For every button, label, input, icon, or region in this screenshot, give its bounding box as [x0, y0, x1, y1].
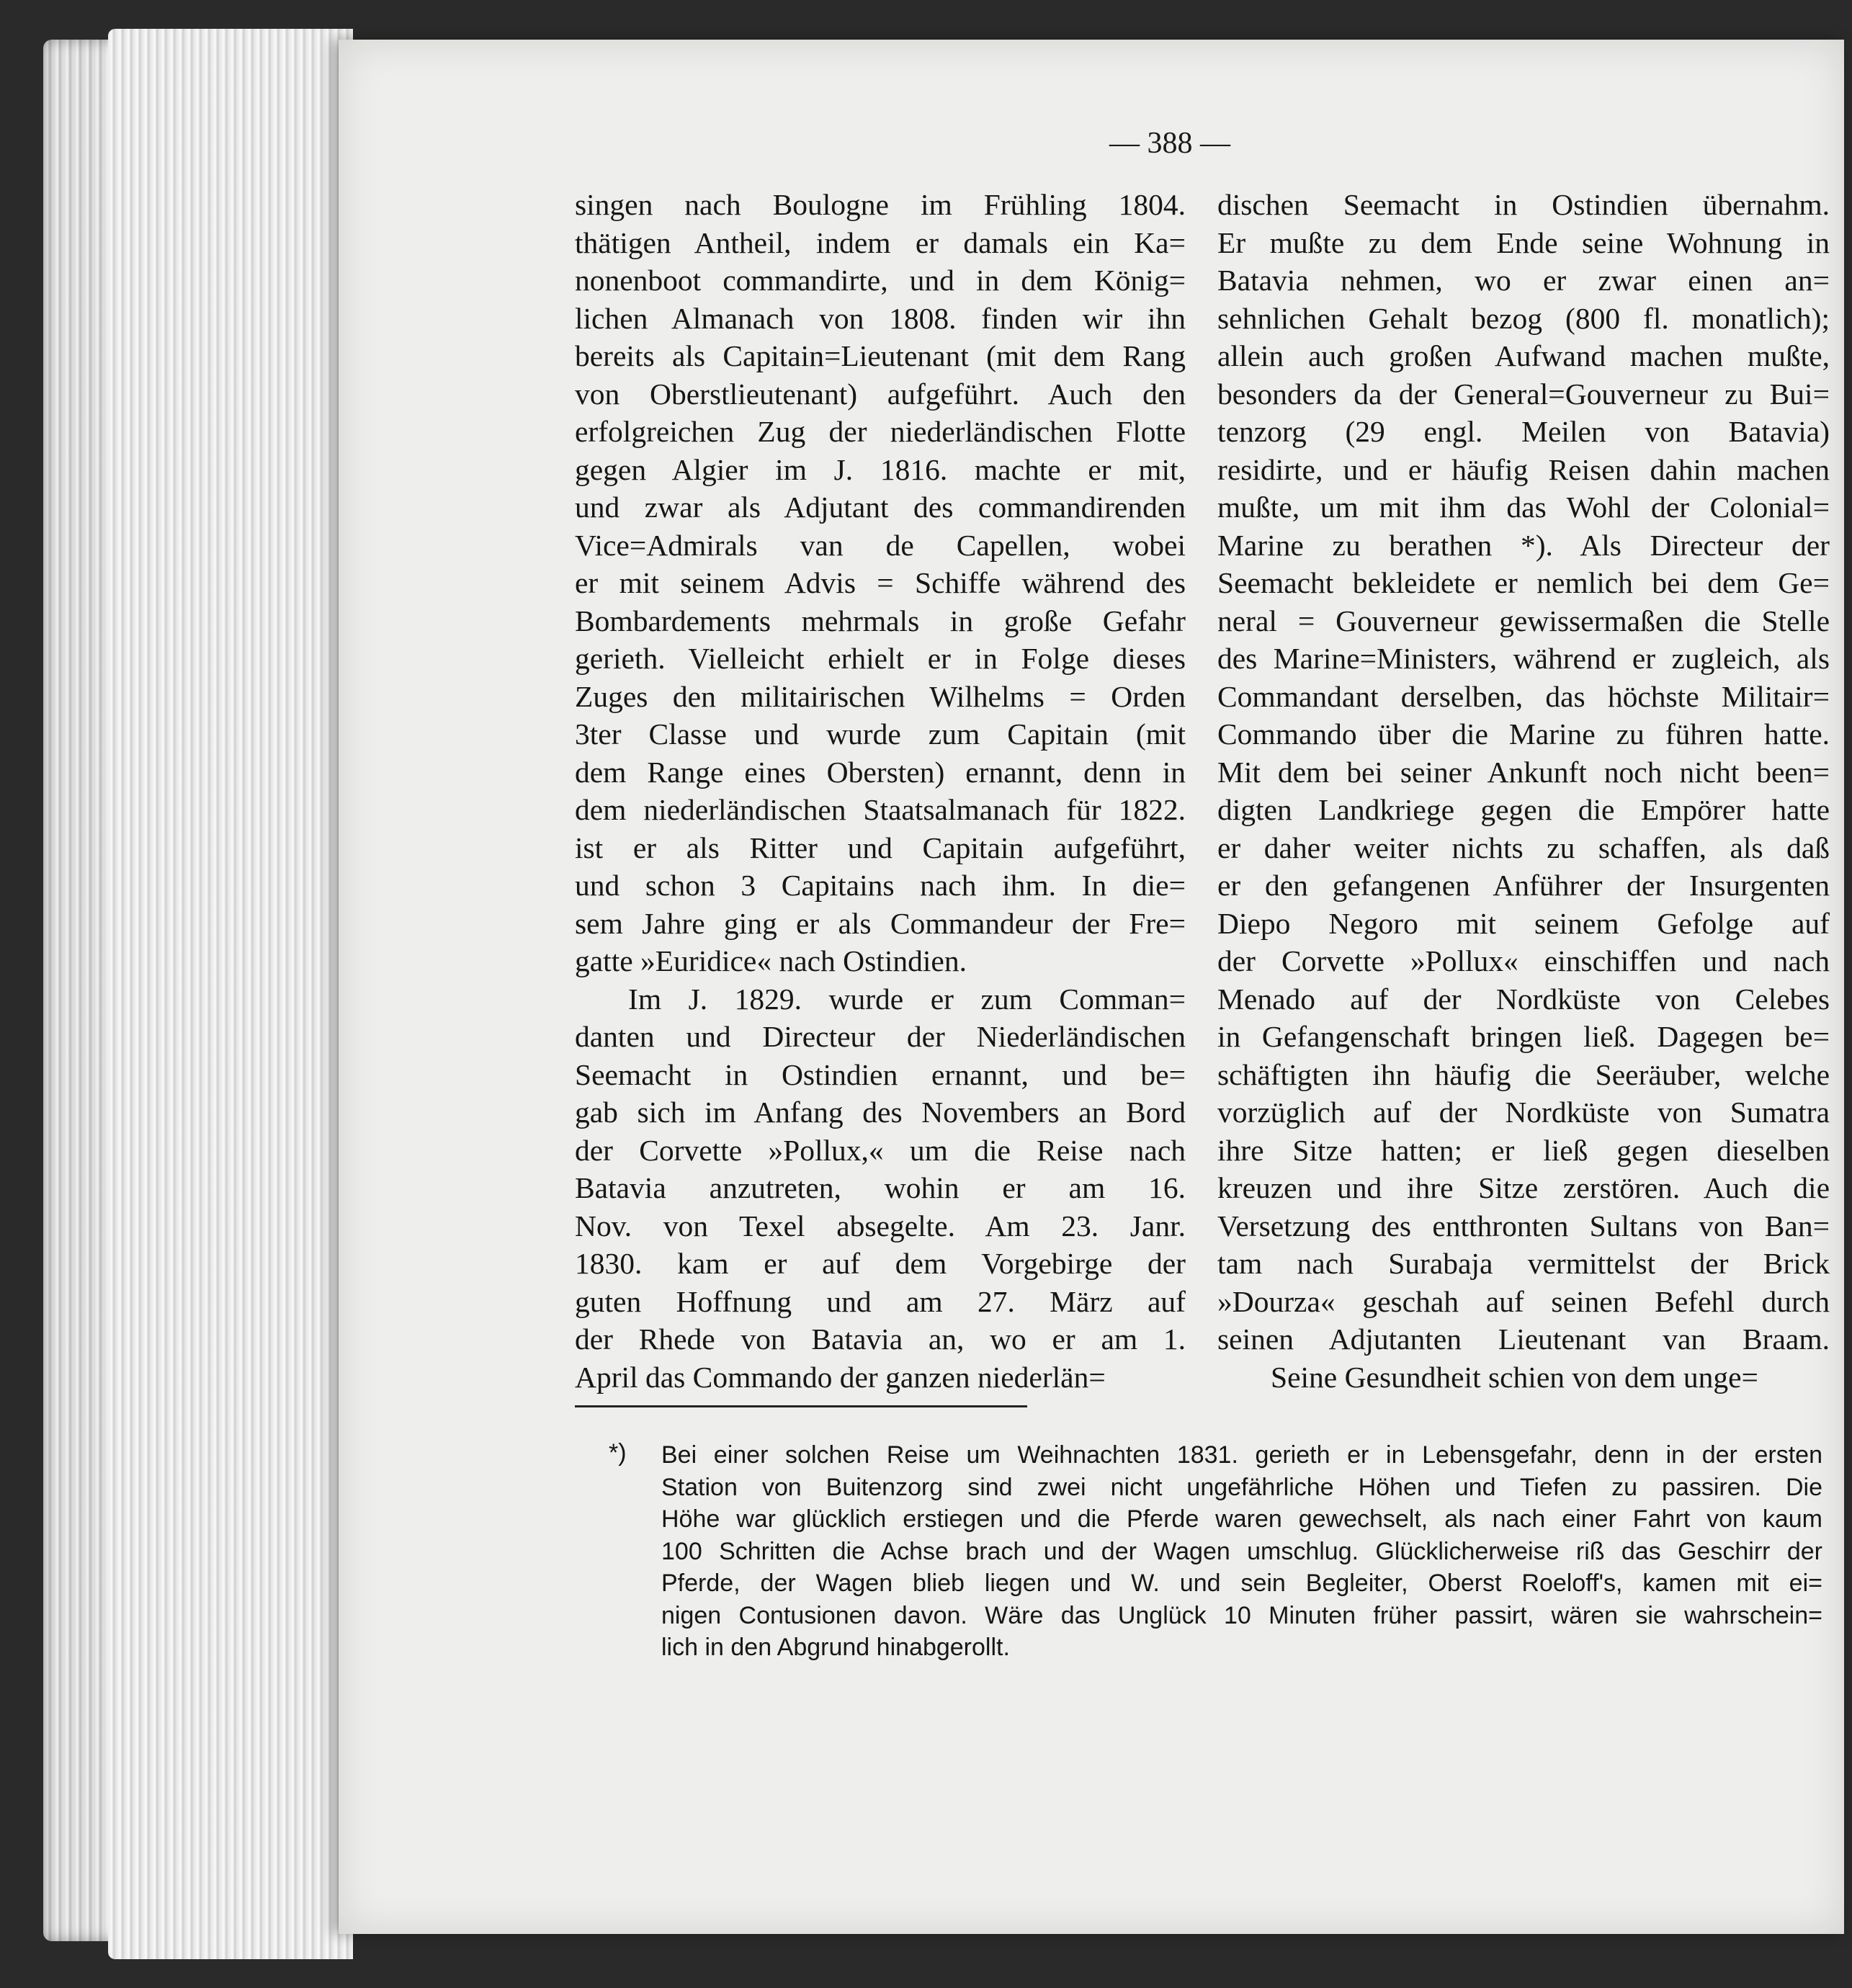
- text-line: Im J. 1829. wurde er zum Comman=: [628, 982, 1186, 1016]
- footnote-line: Bei einer solchen Reise um Weihnachten 1831. gerieth er in Lebensgefahr, denn in der ersten: [661, 1441, 1822, 1469]
- footnote-line: nigen Contusionen davon. Wäre das Unglück 10 Minuten früher passirt, wären sie wahrschein=: [661, 1601, 1822, 1629]
- footnote-line: Höhe war glücklich erstiegen und die Pferde waren gewechselt, als nach einer Fahrt von kaum: [661, 1505, 1822, 1533]
- text-line: von Oberstlieutenant) aufgeführt. Auch den: [575, 377, 1186, 411]
- text-line: dem Range eines Obersten) ernannt, denn in: [575, 755, 1186, 789]
- footnote-line: 100 Schritten die Achse brach und der Wagen umschlug. Glücklicherweise riß das Geschirr der: [661, 1537, 1822, 1565]
- text-line: sehnlichen Gehalt bezog (800 fl. monatlich);: [1217, 301, 1830, 335]
- footnote-line: lich in den Abgrund hinabgerollt.: [661, 1634, 1010, 1661]
- text-line: nonenboot commandirte, und in dem König=: [575, 264, 1186, 297]
- text-line: Zuges den militairischen Wilhelms = Orden: [575, 679, 1186, 713]
- left-text-column: [575, 186, 1186, 1396]
- text-line: vorzüglich auf der Nordküste von Sumatra: [1217, 1096, 1830, 1129]
- text-line: guten Hoffnung und am 27. März auf: [575, 1284, 1186, 1318]
- text-line: Batavia nehmen, wo er zwar einen an=: [1217, 264, 1830, 297]
- text-line: neral = Gouverneur gewissermaßen die Stelle: [1217, 604, 1830, 637]
- text-line: des Marine=Ministers, während er zugleich, als: [1217, 642, 1830, 675]
- footnote-marker: *): [609, 1439, 627, 1467]
- text-line: Bombardements mehrmals in große Gefahr: [575, 604, 1186, 637]
- text-line: gab sich im Anfang des Novembers an Bord: [575, 1096, 1186, 1129]
- text-line: allein auch großen Aufwand machen mußte,: [1217, 339, 1830, 372]
- footnote-line: Station von Buitenzorg sind zwei nicht ungefährliche Höhen und Tiefen zu passiren. Die: [661, 1473, 1822, 1501]
- text-line: Seemacht bekleidete er nemlich bei dem Ge=: [1217, 566, 1830, 599]
- text-line: seinen Adjutanten Lieutenant van Braam.: [1217, 1322, 1830, 1356]
- text-line: ist er als Ritter und Capitain aufgeführt,: [575, 830, 1186, 864]
- text-line: gerieth. Vielleicht erhielt er in Folge dieses: [575, 642, 1186, 675]
- text-line: 3ter Classe und wurde zum Capitain (mit: [575, 717, 1186, 751]
- text-line: tenzorg (29 engl. Meilen von Batavia): [1217, 415, 1830, 448]
- footnote-line: Pferde, der Wagen blieb liegen und W. und sein Begleiter, Oberst Roeloff's, kamen mit ei=: [661, 1570, 1822, 1597]
- text-line: erfolgreichen Zug der niederländischen Flotte: [575, 415, 1186, 448]
- text-line: ihre Sitze hatten; er ließ gegen dieselben: [1217, 1133, 1830, 1167]
- text-line: Menado auf der Nordküste von Celebes: [1217, 982, 1830, 1016]
- page-number: — 388 —: [1109, 127, 1230, 160]
- text-line: und zwar als Adjutant des commandirenden: [575, 491, 1186, 524]
- text-line: schäftigten ihn häufig die Seeräuber, welche: [1217, 1057, 1830, 1091]
- text-line: digten Landkriege gegen die Empörer hatte: [1217, 793, 1830, 826]
- text-line: Commandant derselben, das höchste Militair=: [1217, 679, 1830, 713]
- text-line: Seemacht in Ostindien ernannt, und be=: [575, 1057, 1186, 1091]
- text-line: er daher weiter nichts zu schaffen, als daß: [1217, 830, 1830, 864]
- text-line: gatte »Euridice« nach Ostindien.: [575, 944, 967, 977]
- text-line: Versetzung des entthronten Sultans von Ban=: [1217, 1209, 1830, 1242]
- text-line: singen nach Boulogne im Frühling 1804.: [575, 188, 1186, 221]
- text-line: tam nach Surabaja vermittelst der Brick: [1217, 1247, 1830, 1280]
- text-line: Er mußte zu dem Ende seine Wohnung in: [1217, 225, 1830, 259]
- text-line: der Rhede von Batavia an, wo er am 1.: [575, 1322, 1186, 1356]
- text-line: kreuzen und ihre Sitze zerstören. Auch die: [1217, 1171, 1830, 1204]
- text-line: dischen Seemacht in Ostindien übernahm.: [1217, 188, 1830, 221]
- text-line: besonders da der General=Gouverneur zu Bui=: [1217, 377, 1830, 411]
- text-line: der Corvette »Pollux« einschiffen und nach: [1217, 944, 1830, 977]
- text-line: Vice=Admirals van de Capellen, wobei: [575, 528, 1186, 562]
- text-line: mußte, um mit ihm das Wohl der Colonial=: [1217, 491, 1830, 524]
- text-line: Marine zu berathen *). Als Directeur der: [1217, 528, 1830, 562]
- text-line: Mit dem bei seiner Ankunft noch nicht been=: [1217, 755, 1830, 789]
- text-line: lichen Almanach von 1808. finden wir ihn: [575, 301, 1186, 335]
- footnote-separator-rule: [575, 1405, 1027, 1407]
- text-line: er den gefangenen Anführer der Insurgenten: [1217, 869, 1830, 902]
- text-line: Batavia anzutreten, wohin er am 16.: [575, 1171, 1186, 1204]
- text-line: sem Jahre ging er als Commandeur der Fre=: [575, 906, 1186, 940]
- text-line: April das Commando der ganzen niederlän=: [575, 1360, 1106, 1394]
- text-line: in Gefangenschaft bringen ließ. Dagegen be=: [1217, 1020, 1830, 1053]
- text-line: gegen Algier im J. 1816. machte er mit,: [575, 452, 1186, 486]
- text-line: Seine Gesundheit schien von dem unge=: [1271, 1360, 1758, 1394]
- text-line: »Dourza« geschah auf seinen Befehl durch: [1217, 1284, 1830, 1318]
- right-text-column: [1217, 186, 1830, 1396]
- text-line: residirte, und er häufig Reisen dahin machen: [1217, 452, 1830, 486]
- text-line: 1830. kam er auf dem Vorgebirge der: [575, 1247, 1186, 1280]
- text-line: dem niederländischen Staatsalmanach für 1822.: [575, 793, 1186, 826]
- book-page-edges-inner: [108, 29, 353, 1959]
- text-line: danten und Directeur der Niederländischen: [575, 1020, 1186, 1053]
- text-line: Nov. von Texel absegelte. Am 23. Janr.: [575, 1209, 1186, 1242]
- text-line: thätigen Antheil, indem er damals ein Ka=: [575, 225, 1186, 259]
- text-line: der Corvette »Pollux,« um die Reise nach: [575, 1133, 1186, 1167]
- footnote: [661, 1439, 1822, 1664]
- text-line: er mit seinem Advis = Schiffe während des: [575, 566, 1186, 599]
- text-line: Diepo Negoro mit seinem Gefolge auf: [1217, 906, 1830, 940]
- text-line: bereits als Capitain=Lieutenant (mit dem Rang: [575, 339, 1186, 372]
- text-line: und schon 3 Capitains nach ihm. In die=: [575, 869, 1186, 902]
- text-line: Commando über die Marine zu führen hatte.: [1217, 717, 1830, 751]
